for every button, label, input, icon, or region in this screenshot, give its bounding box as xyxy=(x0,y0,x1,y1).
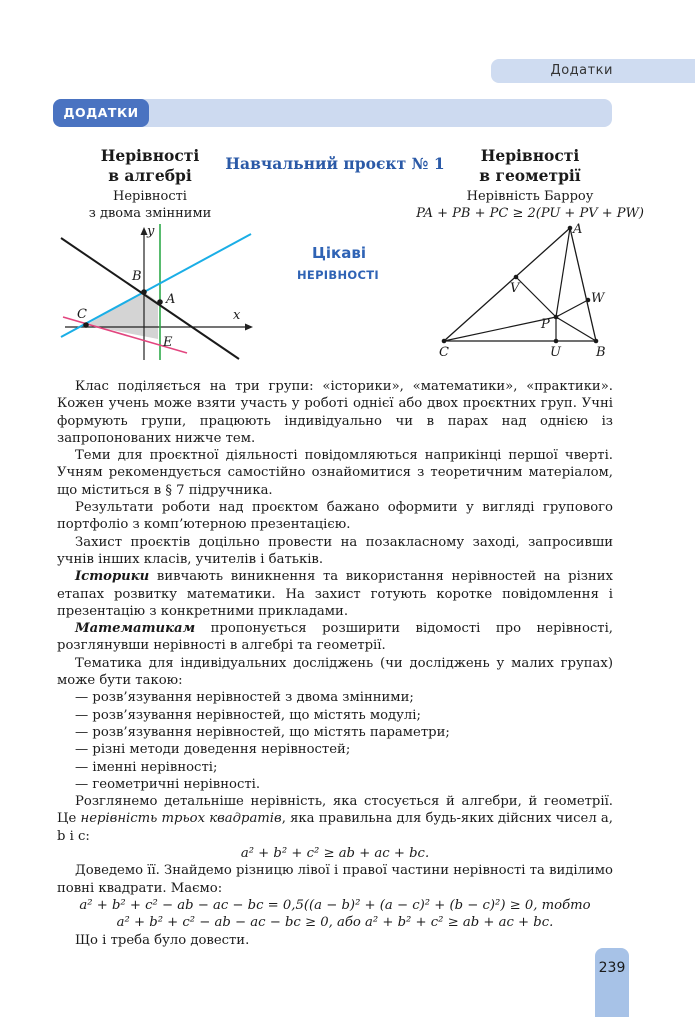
triangle xyxy=(444,228,596,341)
paragraph-5: Історики вивчають виникнення та використання нерівностей на різних етапах розвитку математики. На захист готують коротке повідомлення і презентацію з конкретними прикладами. xyxy=(57,569,613,619)
list-item: — іменні нерівності; xyxy=(75,759,218,775)
interesting-line2: НЕРІВНОСТІ xyxy=(297,268,379,282)
label-y: y xyxy=(147,224,155,239)
label-c: C xyxy=(77,307,87,322)
seg-pb xyxy=(556,317,596,341)
label-e: E xyxy=(163,335,173,350)
paragraph-2: Теми для проєктної діяльності повідомляються наприкінці першої чверті. Учням рекомендується самостійно ознайомитися з теоретичним матеріалом, що міститься в § 7 підручника. xyxy=(57,448,613,498)
formula-3: a² + b² + c² − ab − ac − bc ≥ 0, або a² + b² + c² ≥ ab + ac + bc. xyxy=(116,915,554,931)
paragraph-7: Тематика для індивідуальних досліджень (чи досліджень у малих групах) може бути такою: xyxy=(57,655,613,689)
paragraph-8: Розглянемо детальніше нерівність, яка стосується й алгебри, й геометрії. Це нерівність трьох квадратів, яка правильна для будь-яких дійсних чисел a, b і c: xyxy=(57,794,613,844)
left-graph xyxy=(55,222,265,362)
formula-1: a² + b² + c² ≥ ab + ac + bc. xyxy=(240,846,430,862)
point-b xyxy=(594,339,599,344)
list-item: — розв’язування нерівностей, що містять модулі; xyxy=(75,707,421,723)
seg-pc xyxy=(444,317,556,341)
point-b xyxy=(141,289,147,295)
header-tab-label: Додатки xyxy=(550,63,613,78)
label-x: x xyxy=(233,308,241,323)
left-title: Нерівності в алгебрі xyxy=(100,146,200,185)
label-a: A xyxy=(166,292,176,307)
point-w xyxy=(586,298,591,303)
list-item: — геометричні нерівності. xyxy=(75,776,261,792)
formula-2: a² + b² + c² − ab − ac − bc = 0,5((a − b)² + (a − c)² + (b − c)²) ≥ 0, тобто xyxy=(79,897,591,913)
paragraph-6: Математикам пропонується розширити відомості про нерівності, розглянувши нерівності в алгебрі та геометрії. xyxy=(57,621,613,654)
page-number-tab xyxy=(595,948,629,1017)
interesting-line1: Цікаві xyxy=(312,244,366,262)
paragraph-10: Що і треба було довести. xyxy=(75,932,250,948)
point-c xyxy=(83,322,89,328)
seg-pw xyxy=(556,300,588,317)
list-item: — різні методи доведення нерівностей; xyxy=(75,742,351,758)
header-tab xyxy=(491,59,695,83)
page-number: 239 xyxy=(598,960,626,976)
list-item: — розв’язування нерівностей з двома змінними; xyxy=(75,690,414,706)
section-label: ДОДАТКИ xyxy=(53,99,149,127)
point-u xyxy=(554,339,559,344)
point-a xyxy=(568,226,573,231)
right-subtitle: Нерівність Барроу PA + PB + PC ≥ 2(PU + PV + PW) xyxy=(416,189,644,221)
point-a xyxy=(157,299,163,305)
paragraph-9: Доведемо її. Знайдемо різницю лівої і правої частини нерівності та виділимо повні квадрати. Маємо: xyxy=(57,863,613,896)
label-w: W xyxy=(591,291,605,306)
left-subtitle: Нерівності з двома змінними xyxy=(88,189,212,221)
point-c xyxy=(442,339,447,344)
label-v: V xyxy=(510,281,520,296)
black-line xyxy=(61,238,239,359)
right-title: Нерівності в геометрії xyxy=(479,146,581,185)
right-graph xyxy=(430,220,630,365)
project-title: Навчальний проєкт № 1 xyxy=(225,154,445,173)
shaded-region xyxy=(86,292,158,339)
body-text xyxy=(57,378,613,949)
list-item: — розв’язування нерівностей, що містять параметри; xyxy=(75,724,450,740)
seg-pv xyxy=(516,277,556,317)
label-a: A xyxy=(573,222,583,237)
seg-pa xyxy=(556,228,570,317)
x-axis-arrow xyxy=(245,324,253,331)
paragraph-3: Результати роботи над проєктом бажано оформити у вигляді групового портфоліо з комп’ютерною презентацією. xyxy=(57,500,613,533)
label-p: P xyxy=(541,317,550,332)
point-p xyxy=(554,315,559,320)
label-b: B xyxy=(596,345,606,360)
label-c: C xyxy=(439,345,449,360)
label-b: B xyxy=(132,269,142,284)
paragraph-4: Захист проєктів доцільно провести на позакласному заході, запросивши учнів інших класів, учителів і батьків. xyxy=(57,534,613,567)
paragraph-1: Клас поділяється на три групи: «історики», «математики», «практики». Кожен учень може взяти участь у роботі однієї або двох проєктних груп. Учні формують групи, працюють індивідуально чи в парах над однією із запропонованих нижче тем. xyxy=(57,379,613,446)
point-v xyxy=(514,275,519,280)
label-u: U xyxy=(550,345,561,360)
